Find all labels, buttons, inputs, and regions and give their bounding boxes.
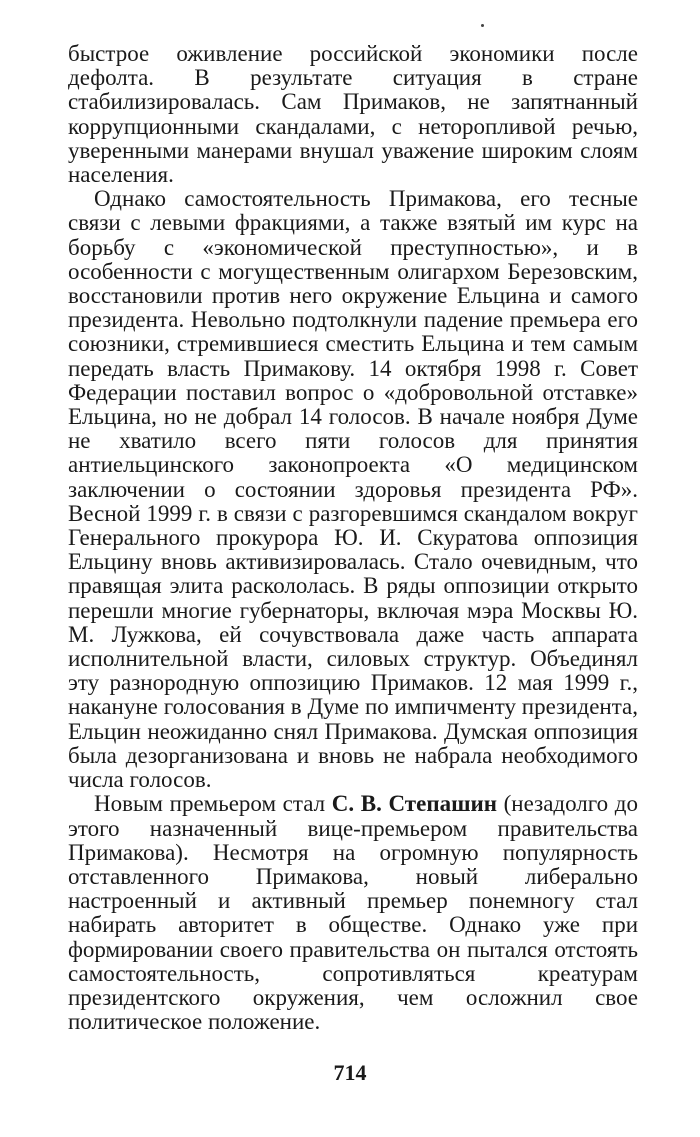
page-number: 714 <box>333 1060 367 1085</box>
paragraph-3-text-start: Новым премьером стал <box>94 791 332 817</box>
paragraph-1 <box>68 42 638 187</box>
paragraph-3 <box>68 792 638 1034</box>
body-text <box>68 42 638 1034</box>
paragraph-2 <box>68 187 638 792</box>
paragraph-3-bold-name: С. В. Степашин <box>331 791 497 817</box>
paragraph-2-text: Однако самостоятельность Примакова, его тесные связи с левыми фракциями, а также взятый им курс на борьбу с «экономической преступностью», и в особенности с могущественным олигархом Березовским, восстановили против него окружение Ельцина и самого президента. Невольно подтолкнули падение премьера его союзники, стремившиеся сместить Ельцина и тем самым передать власть Примакову. 14 октября 1998 г. Совет Федерации поставил вопрос о «добровольной отставке» Ельцина, но не добрал 14 голосов. В начале ноября Думе не хватило всего пяти голосов для принятия антиельцинского законопроекта «О медицинском заключении о состоянии здоровья президента РФ». Весной 1999 г. в связи с разгоревшимся скандалом вокруг Генерального прокурора Ю. И. Скуратова оппозиция Ельцину вновь активизировалась. Стало очевидным, что правящая элита раскололась. В ряды оппозиции открыто перешли многие губернаторы, включая мэра Москвы Ю. М. Лужкова, ей сочувствовала даже часть аппарата исполнительной власти, силовых структур. Объединял эту разнородную оппозицию Примаков. 12 мая 1999 г., накануне голосования в Думе по импичменту президента, Ельцин неожиданно снял Примакова. Думская оппозиция была дезорганизована и вновь не набрала необходимого числа голосов. <box>68 186 638 793</box>
print-speck <box>481 24 484 27</box>
paragraph-3-text-end: (незадолго до этого назначенный вице-премьером правительства Примакова). Несмотря на огромную популярность отставленного Примакова, новый либерально настроенный и активный премьер понемногу стал набирать авторитет в обществе. Однако уже при формировании своего правительства он пытался отстоять самостоятельность, сопротивляться креатурам президентского окружения, чем осложнил свое политическое положение. <box>68 791 638 1035</box>
paragraph-1-text: быстрое оживление российской экономики после дефолта. В результате ситуация в стране стабилизировалась. Сам Примаков, не запятнанный коррупционными скандалами, с неторопливой речью, уверенными манерами внушал уважение широким слоям населения. <box>68 41 638 188</box>
